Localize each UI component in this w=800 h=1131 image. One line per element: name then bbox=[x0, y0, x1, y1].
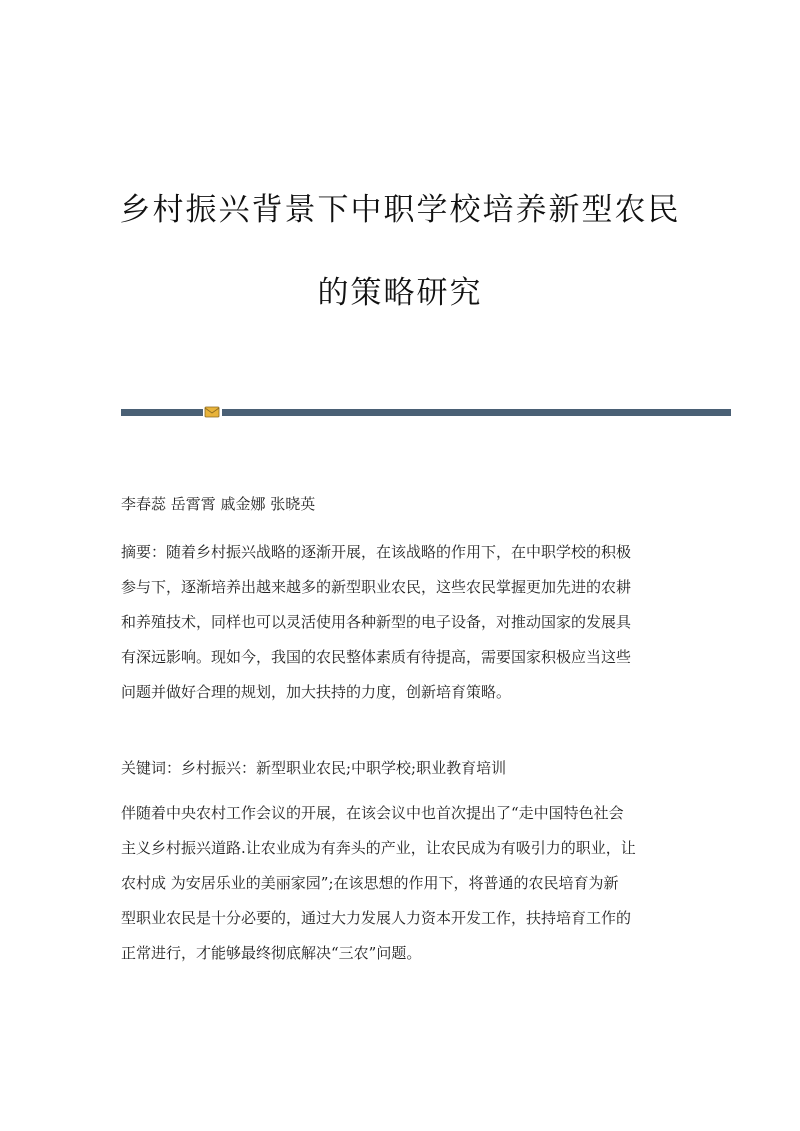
body-line: 农村成 为安居乐业的美丽家园”;在该思想的作用下，将普通的农民培育为新 bbox=[121, 874, 619, 892]
page-title-line-1: 乡村振兴背景下中职学校培养新型农民 bbox=[119, 192, 681, 228]
title-divider-right bbox=[222, 409, 731, 416]
envelope-icon bbox=[204, 406, 220, 418]
body-line: 主义乡村振兴道路.让农业成为有奔头的产业，让农民成为有吸引力的职业，让 bbox=[121, 839, 636, 857]
body-paragraph bbox=[121, 803, 691, 978]
body-line: 伴随着中央农村工作会议的开展，在该会议中也首次提出了“走中国特色社会 bbox=[121, 804, 624, 822]
abstract-line: 摘要：随着乡村振兴战略的逐渐开展，在该战略的作用下，在中职学校的积极 bbox=[121, 543, 632, 561]
abstract-line: 问题并做好合理的规划，加大扶持的力度，创新培育策略。 bbox=[121, 683, 512, 701]
keywords: 关键词：乡村振兴：新型职业农民;中职学校;职业教育培训 bbox=[121, 759, 507, 777]
page-title-line-2: 的策略研究 bbox=[317, 275, 483, 311]
abstract-line: 参与下，逐渐培养出越来越多的新型职业农民，这些农民掌握更加先进的农耕 bbox=[121, 578, 632, 596]
body-line: 型职业农民是十分必要的，通过大力发展人力资本开发工作，扶持培育工作的 bbox=[121, 909, 632, 927]
abstract-line: 有深远影响。现如今，我国的农民整体素质有待提高，需要国家积极应当这些 bbox=[121, 648, 632, 666]
abstract-line: 和养殖技术，同样也可以灵活使用各种新型的电子设备，对推动国家的发展具 bbox=[121, 613, 632, 631]
body-line: 正常进行，才能够最终彻底解决“三农”问题。 bbox=[121, 944, 422, 962]
abstract bbox=[121, 542, 691, 717]
title-divider-left bbox=[121, 409, 203, 416]
author-list: 李春蕊 岳霄霄 戚金娜 张晓英 bbox=[121, 495, 316, 513]
